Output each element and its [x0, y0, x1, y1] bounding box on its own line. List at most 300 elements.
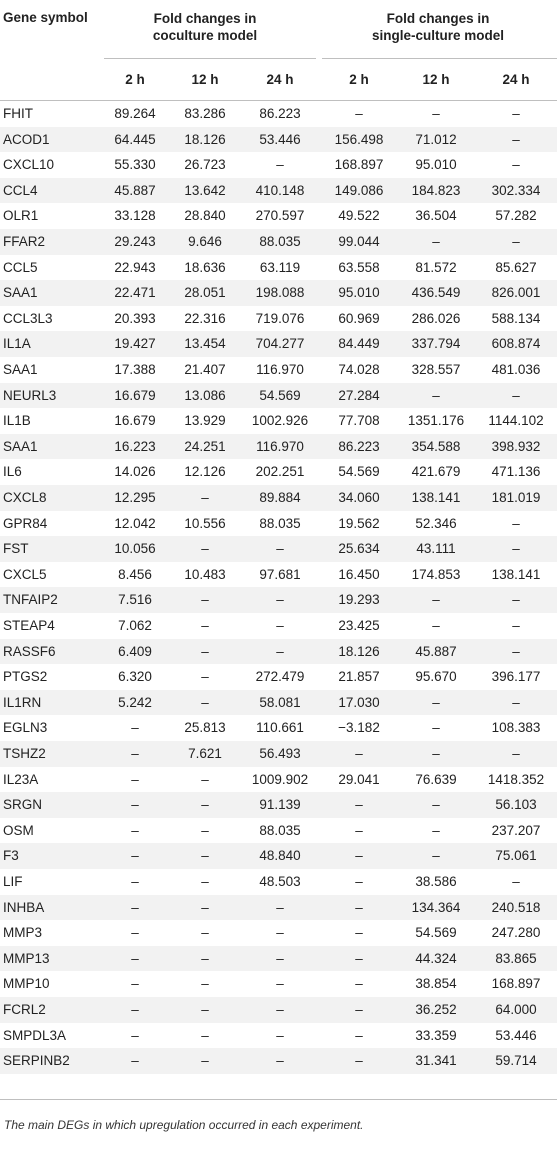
fold-change-cell: 421.679	[411, 464, 461, 480]
fold-change-cell: –	[355, 797, 363, 813]
fold-change-cell: 1144.102	[488, 413, 544, 429]
gene-symbol-cell: TSHZ2	[3, 746, 46, 761]
fold-change-cell: –	[512, 515, 520, 531]
time-header: 24 h	[266, 72, 294, 87]
table-row	[0, 408, 557, 434]
gene-symbol-cell: IL23A	[3, 771, 39, 787]
fold-change-cell: –	[355, 848, 363, 864]
fold-change-cell: 286.026	[411, 310, 461, 326]
fold-change-cell: –	[201, 950, 209, 966]
table-row	[0, 664, 557, 690]
fold-change-cell: 704.277	[255, 336, 305, 352]
gene-symbol-cell: MMP13	[3, 950, 50, 966]
fold-change-cell: 481.036	[491, 362, 541, 377]
fold-change-cell: –	[432, 694, 440, 710]
fold-change-cell: 57.282	[495, 208, 537, 224]
gene-symbol-cell: CXCL8	[3, 490, 47, 505]
table-row	[0, 203, 557, 229]
fold-change-cell: 24.251	[184, 438, 226, 454]
fold-change-cell: 34.060	[338, 490, 380, 505]
gene-symbol-cell: SERPINB2	[3, 1053, 70, 1069]
fold-change-cell: 337.794	[411, 336, 461, 352]
fold-change-cell: 29.243	[114, 234, 156, 249]
fold-change-cell: 354.588	[411, 438, 461, 454]
fold-change-cell: –	[276, 618, 284, 633]
fold-change-cell: 10.556	[184, 515, 226, 531]
fold-change-cell: 174.853	[411, 566, 461, 582]
fold-change-cell: 410.148	[255, 182, 305, 198]
single-culture-group-header	[322, 10, 554, 44]
fold-change-cell: 6.320	[118, 669, 152, 685]
time-header: 12 h	[422, 72, 450, 87]
single-culture-header-line1: Fold changes in	[386, 11, 490, 26]
fold-change-cell: –	[512, 157, 520, 173]
fold-change-cell: –	[131, 1002, 139, 1017]
fold-change-cell: 16.679	[114, 387, 156, 403]
table-row	[0, 920, 557, 946]
single-culture-group-rule	[322, 58, 557, 59]
gene-symbol-cell: EGLN3	[3, 720, 48, 736]
gene-symbol-cell: FCRL2	[3, 1002, 46, 1017]
fold-change-cell: 95.010	[338, 285, 380, 301]
table-row	[0, 280, 557, 306]
fold-change-cell: –	[512, 106, 520, 121]
fold-change-cell: –	[201, 490, 209, 505]
fold-change-cell: 54.569	[415, 925, 457, 941]
fold-change-cell: −3.182	[338, 720, 380, 736]
fold-change-cell: –	[201, 643, 209, 659]
fold-change-cell: 49.522	[338, 208, 380, 224]
fold-change-cell: 17.030	[338, 694, 380, 710]
fold-change-cell: 76.639	[415, 771, 457, 787]
fold-change-cell: 8.456	[118, 566, 152, 582]
single-culture-header-line2: single-culture model	[371, 28, 505, 43]
fold-change-cell: 27.284	[338, 387, 380, 403]
gene-symbol-cell: CCL3L3	[3, 310, 53, 326]
fold-change-cell: 85.627	[495, 259, 537, 275]
gene-symbol-cell: FST	[3, 541, 29, 557]
table-row	[0, 1048, 557, 1074]
fold-change-cell: 116.970	[256, 362, 304, 377]
fold-change-cell: 88.035	[259, 234, 301, 249]
gene-symbol-cell: SAA1	[3, 362, 38, 377]
fold-change-cell: 55.330	[114, 157, 156, 173]
fold-change-cell: 86.223	[259, 106, 301, 121]
gene-symbol-cell: IL1RN	[3, 694, 42, 710]
fold-change-cell: 6.409	[118, 643, 152, 659]
fold-change-cell: –	[201, 592, 209, 608]
gene-symbol-cell: SAA1	[3, 285, 38, 301]
fold-change-cell: 19.427	[114, 336, 156, 352]
fold-change-cell: –	[201, 899, 209, 915]
gene-symbol-cell: TNFAIP2	[3, 592, 58, 608]
fold-change-cell: 1009.902	[251, 771, 309, 787]
fold-change-cell: –	[201, 1027, 209, 1043]
fold-change-cell: –	[131, 925, 139, 941]
fold-change-cell: 52.346	[415, 515, 457, 531]
fold-change-cell: 12.042	[114, 515, 156, 531]
fold-change-cell: 33.128	[114, 208, 156, 224]
fold-change-cell: –	[355, 106, 363, 121]
fold-change-cell: –	[201, 1053, 209, 1069]
gene-symbol-cell: MMP10	[3, 976, 50, 992]
fold-change-cell: 10.483	[184, 566, 226, 582]
table-row	[0, 997, 557, 1023]
gene-symbol-header: Gene symbol	[3, 10, 88, 25]
table-row	[0, 895, 557, 921]
fold-change-cell: 16.223	[114, 438, 156, 454]
fold-change-cell: 608.874	[491, 336, 541, 352]
fold-change-cell: –	[276, 643, 284, 659]
fold-change-cell: –	[276, 925, 284, 941]
fold-change-cell: 21.857	[338, 669, 380, 685]
fold-change-cell: –	[276, 976, 284, 992]
fold-change-cell: –	[131, 899, 139, 915]
fold-change-cell: –	[512, 592, 520, 608]
fold-change-cell: 116.970	[256, 438, 304, 454]
fold-change-cell: 436.549	[411, 285, 461, 301]
fold-change-cell: 48.503	[259, 874, 301, 889]
fold-change-cell: –	[201, 694, 209, 710]
fold-change-cell: –	[276, 1053, 284, 1069]
fold-change-cell: –	[131, 976, 139, 992]
fold-change-cell: 138.141	[491, 566, 541, 582]
fold-change-cell: 240.518	[491, 899, 541, 915]
fold-change-cell: –	[432, 720, 440, 736]
fold-change-cell: 18.126	[184, 131, 226, 147]
table-row	[0, 587, 557, 613]
fold-change-cell: 328.557	[411, 362, 461, 377]
fold-change-cell: –	[355, 976, 363, 992]
fold-change-cell: 22.471	[114, 285, 156, 301]
coculture-group-rule	[104, 58, 316, 59]
fold-change-cell: 48.840	[259, 848, 301, 864]
gene-symbol-cell: MMP3	[3, 925, 43, 941]
fold-change-cell: 99.044	[338, 234, 380, 249]
fold-change-cell: 10.056	[114, 541, 156, 557]
fold-change-cell: 17.388	[114, 362, 156, 377]
gene-symbol-cell: NEURL3	[3, 387, 57, 403]
table-row	[0, 715, 557, 741]
table-row	[0, 767, 557, 793]
fold-change-cell: 7.062	[118, 618, 152, 633]
fold-change-cell: 168.897	[334, 157, 384, 173]
fold-change-cell: 16.679	[114, 413, 156, 429]
fold-change-cell: 12.126	[184, 464, 226, 480]
fold-change-cell: –	[512, 618, 520, 633]
fold-change-cell: –	[276, 1027, 284, 1043]
table-row	[0, 255, 557, 281]
fold-change-cell: 20.393	[114, 310, 156, 326]
coculture-group-header	[100, 10, 310, 44]
fold-change-cell: 26.723	[184, 157, 226, 173]
table-row	[0, 690, 557, 716]
table-row	[0, 536, 557, 562]
fold-change-cell: 198.088	[255, 285, 305, 301]
fold-change-cell: 13.086	[184, 387, 226, 403]
fold-change-cell: 138.141	[411, 490, 461, 505]
fold-change-cell: 28.840	[184, 208, 226, 224]
fold-change-cell: 44.324	[415, 950, 457, 966]
fold-change-cell: –	[131, 1053, 139, 1069]
fold-change-cell: 91.139	[259, 797, 301, 813]
table-row	[0, 613, 557, 639]
fold-change-cell: 71.012	[415, 131, 457, 147]
fold-change-cell: –	[276, 1002, 284, 1017]
fold-change-cell: 36.504	[415, 208, 457, 224]
fold-change-cell: –	[131, 874, 139, 889]
fold-change-cell: –	[355, 1027, 363, 1043]
fold-change-cell: 22.316	[184, 310, 226, 326]
table-row	[0, 869, 557, 895]
gene-symbol-cell: IL1B	[3, 413, 31, 429]
fold-change-cell: –	[355, 1002, 363, 1017]
fold-change-cell: –	[201, 874, 209, 889]
fold-change-cell: 16.450	[338, 566, 380, 582]
table-row	[0, 639, 557, 665]
fold-change-cell: –	[512, 694, 520, 710]
fold-change-cell: –	[131, 950, 139, 966]
fold-change-cell: –	[432, 848, 440, 864]
gene-symbol-cell: STEAP4	[3, 618, 55, 633]
fold-change-cell: 1351.176	[407, 413, 465, 429]
gene-symbol-cell: F3	[3, 848, 19, 864]
fold-change-cell: –	[355, 1053, 363, 1069]
fold-change-cell: 86.223	[338, 438, 380, 454]
fold-change-cell: –	[432, 387, 440, 403]
fold-change-cell: 719.076	[255, 310, 305, 326]
fold-change-cell: 63.558	[338, 259, 380, 275]
fold-change-cell: 58.081	[259, 694, 301, 710]
table-row	[0, 971, 557, 997]
table-row	[0, 818, 557, 844]
fold-change-cell: 181.019	[491, 490, 541, 505]
fold-change-cell: 45.887	[415, 643, 457, 659]
time-header: 2 h	[349, 72, 369, 87]
fold-change-cell: 43.111	[416, 541, 456, 557]
fold-change-cell: 89.884	[259, 490, 301, 505]
table-row	[0, 946, 557, 972]
fold-change-cell: –	[201, 669, 209, 685]
fold-change-cell: 23.425	[338, 618, 380, 633]
fold-change-cell: 18.126	[338, 643, 380, 659]
fold-change-cell: –	[432, 822, 440, 838]
fold-change-cell: –	[276, 541, 284, 557]
fold-change-cell: –	[201, 848, 209, 864]
fold-change-cell: 63.119	[259, 259, 301, 275]
fold-change-cell: 396.177	[491, 669, 541, 685]
fold-change-cell: 77.708	[338, 413, 380, 429]
fold-change-cell: –	[131, 1027, 139, 1043]
fold-change-cell: –	[355, 746, 363, 761]
fold-change-cell: –	[276, 592, 284, 608]
fold-change-cell: –	[432, 746, 440, 761]
fold-change-cell: 53.446	[495, 1027, 537, 1043]
table-row	[0, 229, 557, 255]
fold-change-cell: –	[512, 874, 520, 889]
gene-symbol-cell: FFAR2	[3, 234, 46, 249]
fold-change-cell: 88.035	[259, 822, 301, 838]
fold-change-cell: 83.865	[495, 950, 537, 966]
fold-change-cell: 108.383	[491, 720, 541, 736]
table-row	[0, 511, 557, 537]
fold-change-cell: 237.207	[491, 822, 541, 838]
gene-symbol-cell: CCL5	[3, 259, 38, 275]
fold-change-cell: 53.446	[259, 131, 301, 147]
fold-change-cell: 45.887	[114, 182, 156, 198]
table-row	[0, 741, 557, 767]
table-row	[0, 101, 557, 127]
fold-change-cell: –	[355, 874, 363, 889]
fold-change-cell: 64.445	[114, 131, 156, 147]
fold-change-cell: –	[201, 1002, 209, 1017]
fold-change-cell: –	[432, 234, 440, 249]
table-header	[0, 0, 557, 100]
gene-symbol-cell: IL6	[3, 464, 22, 480]
fold-change-cell: –	[432, 592, 440, 608]
gene-symbol-cell: GPR84	[3, 515, 48, 531]
fold-change-cell: 19.293	[338, 592, 380, 608]
fold-change-cell: –	[201, 797, 209, 813]
fold-change-cell: 95.670	[415, 669, 457, 685]
fold-change-cell: –	[432, 797, 440, 813]
fold-change-cell: 149.086	[334, 182, 384, 198]
fold-change-cell: 25.634	[338, 541, 380, 557]
fold-change-cell: –	[201, 618, 209, 633]
fold-change-cell: –	[512, 234, 520, 249]
fold-change-cell: 184.823	[411, 182, 461, 198]
fold-change-cell: 588.134	[491, 310, 541, 326]
fold-change-cell: –	[201, 822, 209, 838]
fold-change-cell: –	[432, 106, 440, 121]
fold-change-cell: 56.493	[259, 746, 301, 761]
fold-change-cell: 1418.352	[487, 771, 545, 787]
table-row	[0, 459, 557, 485]
fold-change-cell: 95.010	[415, 157, 457, 173]
fold-change-cell: 168.897	[491, 976, 541, 992]
table-row	[0, 306, 557, 332]
gene-symbol-cell: OLR1	[3, 208, 39, 224]
gene-symbol-cell: IL1A	[3, 336, 31, 352]
coculture-header-line1: Fold changes in	[153, 11, 257, 26]
fold-change-cell: –	[201, 925, 209, 941]
fold-change-cell: –	[512, 387, 520, 403]
fold-change-cell: 89.264	[114, 106, 156, 121]
fold-change-cell: –	[201, 541, 209, 557]
fold-change-cell: 19.562	[338, 515, 380, 531]
fold-change-cell: –	[355, 822, 363, 838]
gene-symbol-cell: PTGS2	[3, 669, 48, 685]
fold-change-cell: 5.242	[118, 694, 152, 710]
gene-symbol-cell: FHIT	[3, 106, 33, 121]
table-bottom-rule	[0, 1099, 557, 1100]
fold-change-cell: –	[276, 950, 284, 966]
fold-change-cell: 12.295	[114, 490, 156, 505]
fold-change-cell: 74.028	[338, 362, 380, 377]
fold-change-cell: 13.929	[184, 413, 226, 429]
coculture-header-line2: coculture model	[152, 28, 258, 43]
gene-symbol-cell: LIF	[3, 874, 23, 889]
time-header: 12 h	[191, 72, 219, 87]
fold-change-cell: 13.642	[184, 182, 226, 198]
fold-change-cell: –	[276, 157, 284, 173]
gene-symbol-cell: CXCL10	[3, 157, 55, 173]
fold-change-cell: 247.280	[491, 925, 541, 941]
table-row	[0, 1023, 557, 1049]
gene-symbol-cell: CXCL5	[3, 566, 47, 582]
fold-change-cell: 33.359	[415, 1027, 457, 1043]
fold-change-cell: –	[131, 771, 139, 787]
fold-change-cell: 75.061	[495, 848, 537, 864]
table-row	[0, 178, 557, 204]
fold-change-cell: –	[131, 797, 139, 813]
gene-symbol-cell: CCL4	[3, 182, 38, 198]
fold-change-cell: 1002.926	[251, 413, 309, 429]
fold-change-cell: 28.051	[184, 285, 226, 301]
table-row	[0, 562, 557, 588]
table-row	[0, 485, 557, 511]
fold-change-cell: –	[201, 976, 209, 992]
fold-change-cell: 272.479	[255, 669, 305, 685]
table-row	[0, 792, 557, 818]
fold-change-cell: 54.569	[259, 387, 301, 403]
fold-change-cell: 56.103	[495, 797, 537, 813]
fold-change-cell: 29.041	[338, 771, 380, 787]
table-footnote: The main DEGs in which upregulation occurred in each experiment.	[4, 1118, 364, 1132]
fold-change-cell: 22.943	[114, 259, 156, 275]
fold-change-cell: 31.341	[415, 1053, 457, 1069]
gene-symbol-cell: INHBA	[3, 899, 45, 915]
fold-change-cell: –	[512, 746, 520, 761]
fold-change-cell: 826.001	[491, 285, 541, 301]
fold-change-cell: –	[355, 950, 363, 966]
table-row	[0, 383, 557, 409]
fold-change-cell: –	[512, 541, 520, 557]
table-row	[0, 843, 557, 869]
fold-change-cell: –	[131, 720, 139, 736]
fold-change-cell: –	[512, 131, 520, 147]
table-row	[0, 152, 557, 178]
gene-symbol-cell: ACOD1	[3, 131, 50, 147]
fold-change-cell: 18.636	[184, 259, 226, 275]
fold-change-cell: –	[201, 771, 209, 787]
fold-change-cell: –	[355, 925, 363, 941]
time-header: 2 h	[125, 72, 145, 87]
fold-change-cell: 14.026	[114, 464, 156, 480]
table-row	[0, 434, 557, 460]
table-row	[0, 331, 557, 357]
fold-change-cell: –	[131, 848, 139, 864]
table-row	[0, 357, 557, 383]
fold-change-cell: 60.969	[338, 310, 380, 326]
fold-change-cell: 156.498	[334, 131, 384, 147]
fold-change-cell: 13.454	[184, 336, 226, 352]
fold-change-cell: –	[512, 643, 520, 659]
fold-change-cell: –	[131, 746, 139, 761]
fold-change-cell: 64.000	[495, 1002, 537, 1017]
gene-symbol-cell: RASSF6	[3, 643, 56, 659]
fold-change-cell: 202.251	[255, 464, 305, 480]
fold-change-cell: 471.136	[491, 464, 541, 480]
fold-change-cell: 9.646	[188, 234, 222, 249]
fold-change-cell: 25.813	[184, 720, 226, 736]
fold-change-cell: 36.252	[415, 1002, 457, 1017]
fold-change-cell: 59.714	[495, 1053, 537, 1069]
fold-change-cell: 81.572	[415, 259, 457, 275]
gene-symbol-cell: SRGN	[3, 797, 43, 813]
fold-change-cell: 38.854	[415, 976, 457, 992]
fold-change-cell: 88.035	[259, 515, 301, 531]
